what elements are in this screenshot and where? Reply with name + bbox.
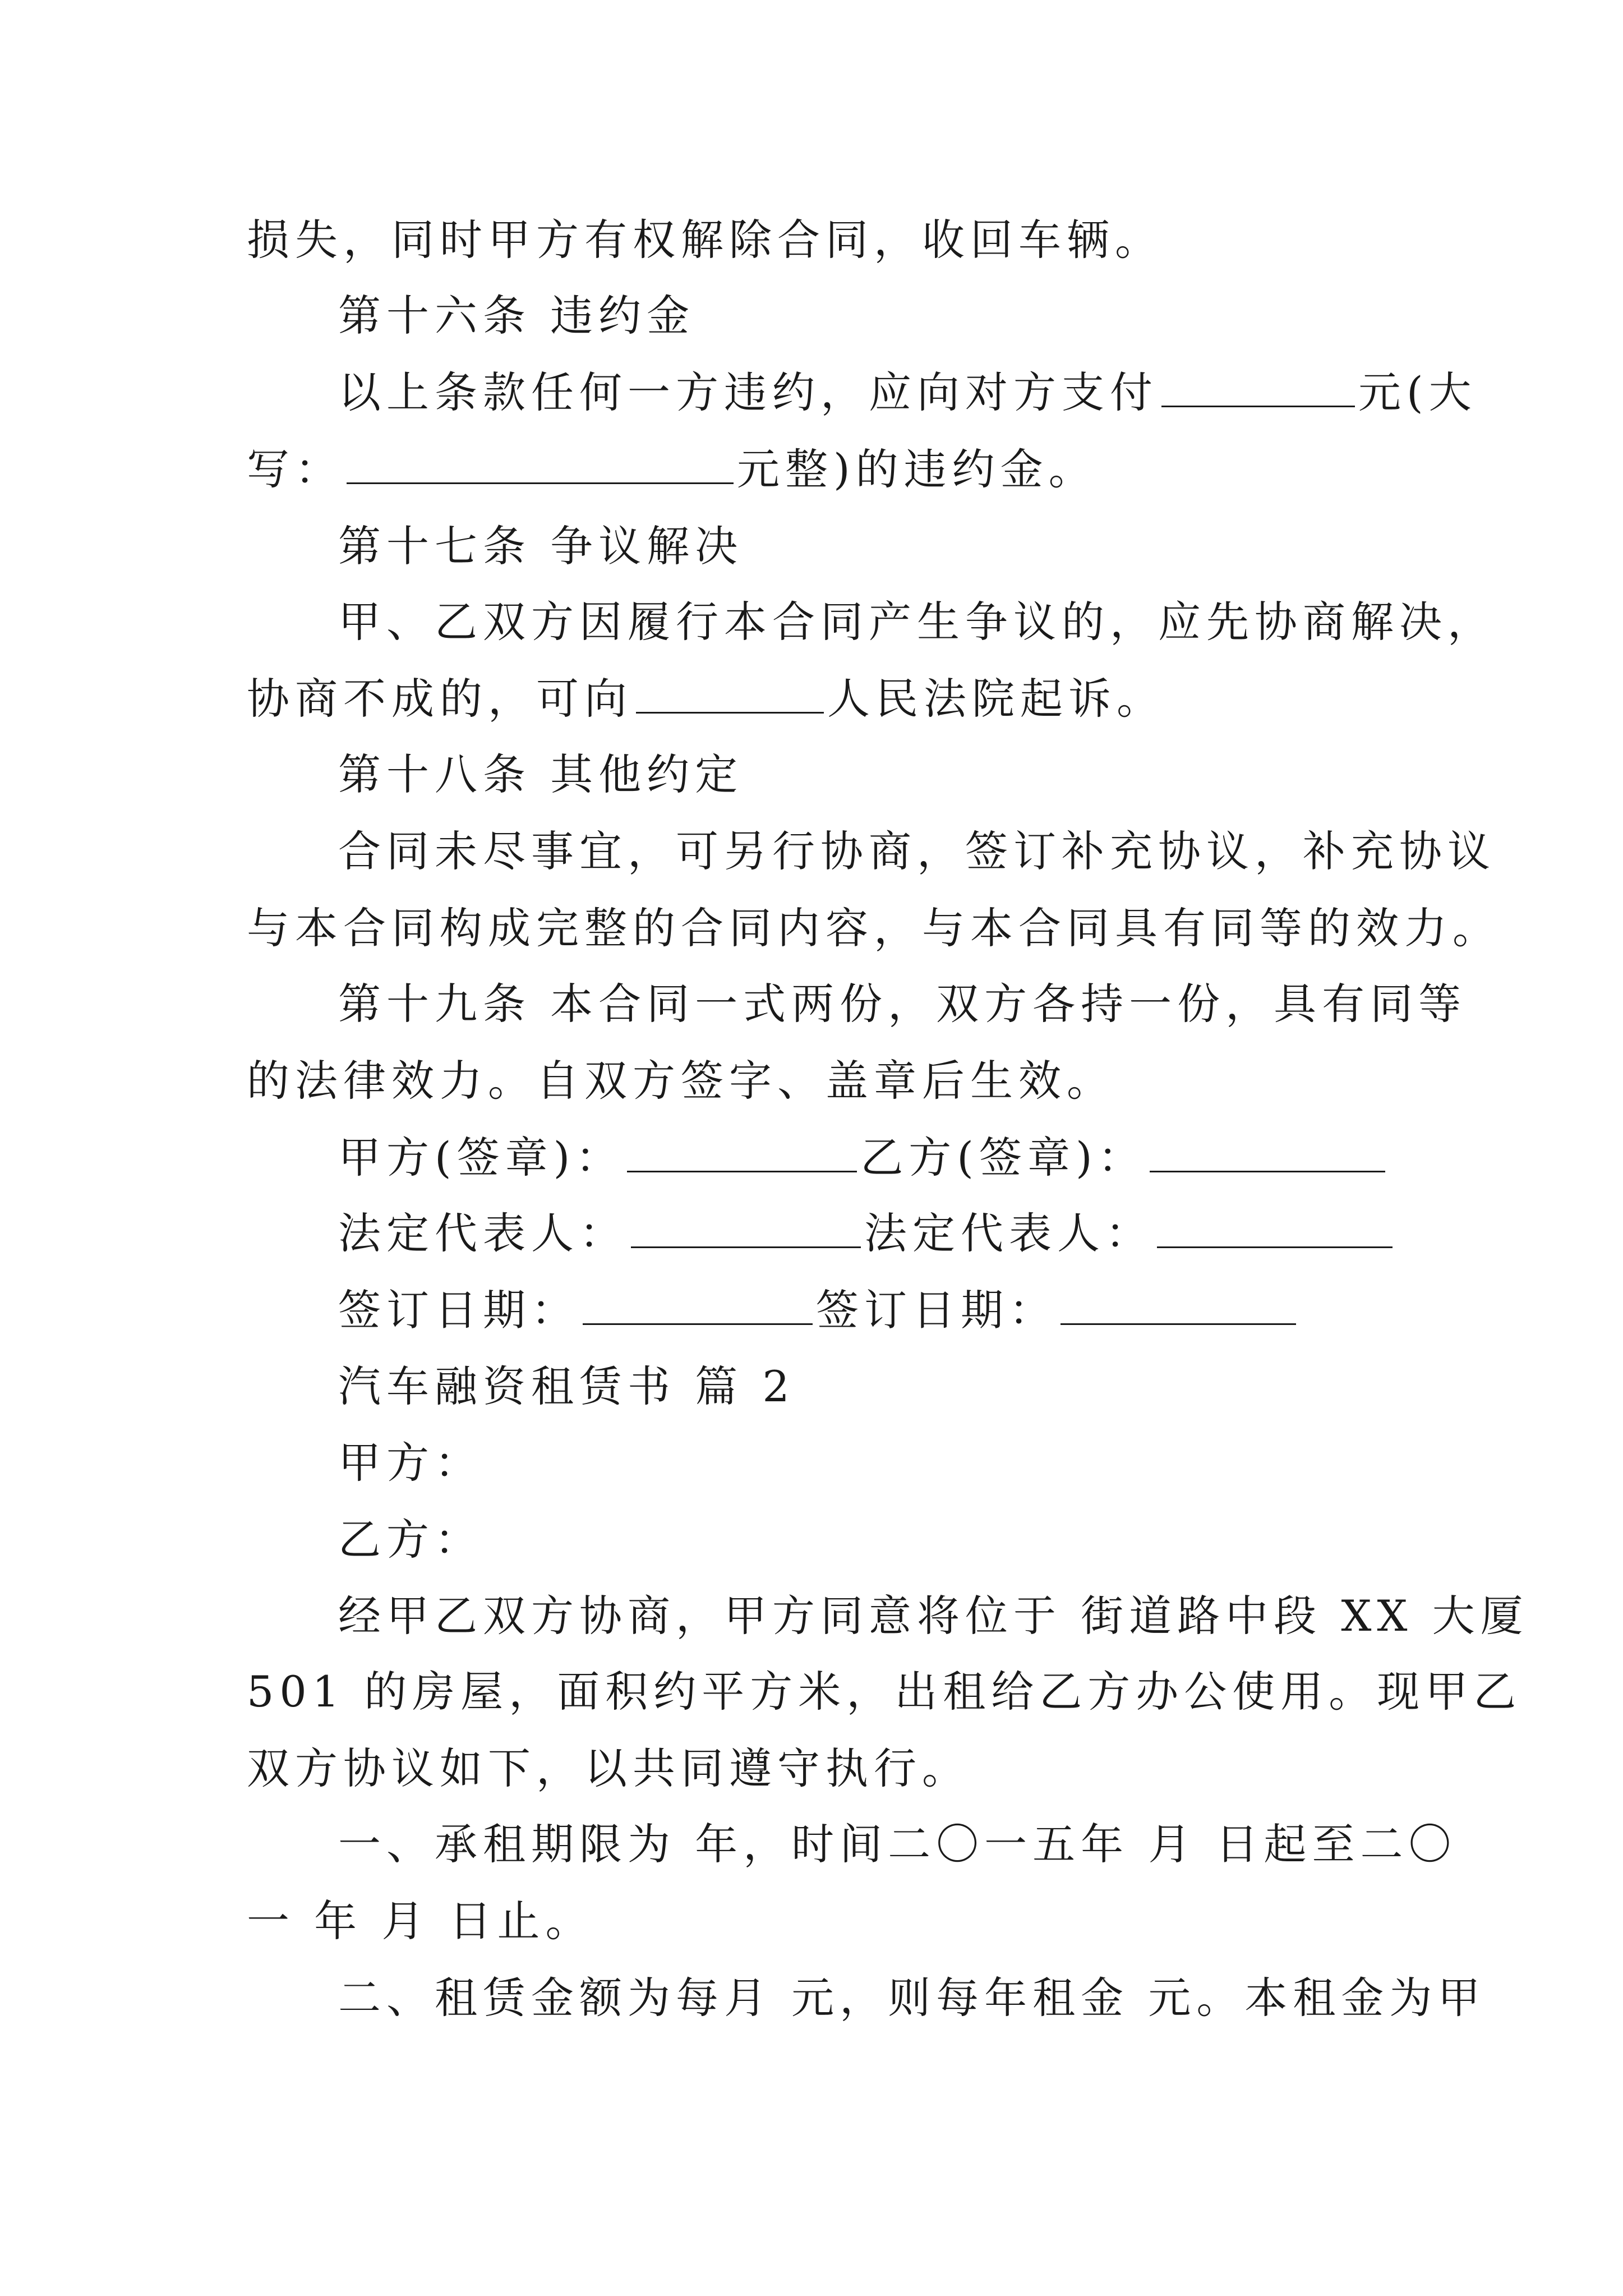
line-text: 汽车融资租赁书 篇 2 — [338, 1361, 795, 1411]
article-heading — [338, 518, 743, 574]
line-text: 写： — [247, 444, 343, 494]
section-title — [338, 1359, 795, 1415]
party-b-line — [338, 1512, 483, 1568]
signature-line-party-a — [338, 1130, 1389, 1186]
text-line — [247, 671, 1165, 727]
text-line — [247, 441, 1097, 498]
fill-in-blank — [636, 673, 824, 714]
text-line — [338, 823, 1496, 880]
signing-date-line — [338, 1282, 1299, 1338]
line-text: 第十六条 违约金 — [338, 291, 695, 341]
fill-in-blank — [583, 1284, 813, 1325]
text-line — [247, 1741, 970, 1797]
line-text: 元(大 — [1358, 367, 1477, 417]
line-text: 第十七条 争议解决 — [338, 521, 744, 571]
line-text: 501 的房屋，面积约平方米，出租给乙方办公使用。现甲乙 — [247, 1667, 1522, 1717]
line-text: 协商不成的，可向 — [247, 674, 633, 724]
fill-in-blank — [1157, 1207, 1393, 1248]
article-heading — [338, 747, 743, 803]
fill-in-blank — [631, 1207, 861, 1248]
text-line — [338, 976, 1467, 1032]
line-text: 一、承租期限为 年，时间二〇一五年 月 日起至二〇 — [338, 1819, 1457, 1869]
text-line — [338, 594, 1496, 650]
line-text: 损失，同时甲方有权解除合同，收回车辆。 — [247, 215, 1163, 265]
text-line — [247, 1893, 593, 1949]
line-text: 法定代表人： — [864, 1208, 1154, 1258]
line-text: 签订日期： — [338, 1285, 579, 1335]
text-line — [247, 212, 1163, 268]
line-text: 第十八条 其他约定 — [338, 749, 744, 799]
line-text: 与本合同构成完整的合同内容，与本合同具有同等的效力。 — [247, 903, 1501, 953]
party-a-line — [338, 1435, 483, 1491]
line-text: 一 年 月 日止。 — [247, 1896, 594, 1946]
line-text: 乙方(签章)： — [860, 1133, 1146, 1182]
line-text: 元整)的违约金。 — [737, 444, 1097, 494]
line-text: 的法律效力。自双方签字、盖章后生效。 — [247, 1056, 1115, 1106]
line-text: 甲、乙双方因履行本合同产生争议的，应先协商解决， — [338, 597, 1496, 647]
legal-representative-line — [338, 1205, 1396, 1262]
line-text: 双方协议如下，以共同遵守执行。 — [247, 1743, 970, 1793]
line-text: 乙方： — [338, 1515, 483, 1565]
line-text: 第十九条 本合同一式两份，双方各持一份，具有同等 — [338, 979, 1467, 1029]
text-line — [247, 1664, 1521, 1720]
line-text: 甲方(签章)： — [338, 1133, 624, 1182]
line-text: 甲方： — [338, 1438, 483, 1488]
fill-in-blank — [1150, 1131, 1385, 1172]
text-line — [338, 1970, 1486, 2026]
line-text: 二、租赁金额为每月 元，则每年租金 元。本租金为甲 — [338, 1973, 1486, 2023]
text-line — [247, 900, 1501, 956]
line-text: 法定代表人： — [338, 1208, 628, 1258]
text-line — [247, 1053, 1115, 1109]
fill-in-blank — [347, 443, 734, 484]
article-heading — [338, 288, 695, 344]
text-line — [338, 365, 1477, 421]
line-text: 签订日期： — [816, 1285, 1057, 1335]
fill-in-blank — [1061, 1284, 1296, 1325]
fill-in-blank — [1161, 366, 1355, 407]
line-text: 经甲乙双方协商，甲方同意将位于 街道路中段 XX 大厦 — [338, 1591, 1529, 1641]
text-line — [338, 1816, 1456, 1872]
line-text: 合同未尽事宜，可另行协商，签订补充协议，补充协议 — [338, 826, 1496, 876]
text-line — [338, 1588, 1529, 1644]
fill-in-blank — [627, 1131, 857, 1172]
line-text: 人民法院起诉。 — [827, 674, 1165, 724]
line-text: 以上条款任何一方违约，应向对方支付 — [338, 367, 1158, 417]
